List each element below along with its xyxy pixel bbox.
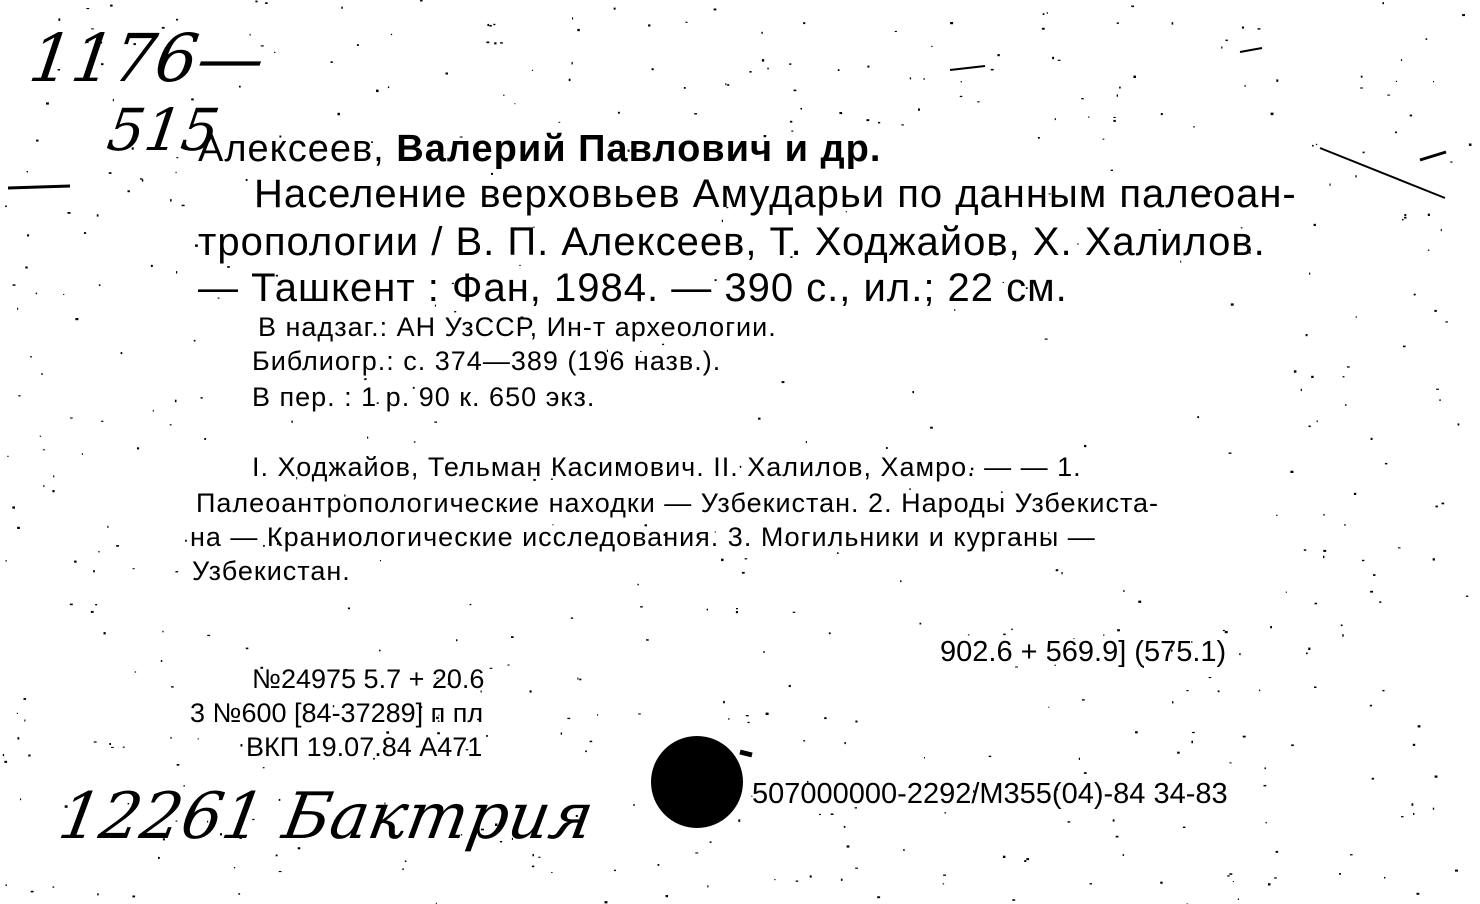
title-line-2: тропологии / В. П. Алексеев, Т. Ходжайов, Х. Халилов. bbox=[198, 220, 1266, 264]
subject-line-1: I. Ходжайов, Тельман Касимович. II. Халилов, Хамро. — — 1. bbox=[252, 452, 1082, 482]
subject-line-3: на — Краниологические исследования. 3. Могильники и курганы — bbox=[190, 522, 1096, 552]
subject-line-2: Палеоантропологические находки — Узбекистан. 2. Народы Узбекиста- bbox=[196, 488, 1160, 518]
author-given-names: Валерий Павлович и др. bbox=[396, 128, 882, 170]
title-line-1: Население верховьев Амударьи по данным палеоан- bbox=[254, 172, 1297, 216]
title-line-3: — Ташкент : Фан, 1984. — 390 с., ил.; 22 см. bbox=[198, 266, 1068, 310]
author-line bbox=[198, 128, 881, 171]
publication-code: 507000000-2292/М355(04)-84 34-83 bbox=[752, 778, 1228, 810]
note-bibliography: Библиогр.: с. 374—389 (196 назв.). bbox=[252, 346, 722, 376]
tech-line-3: ВКП 19.07.84 А471 bbox=[246, 732, 483, 762]
classification-index: 902.6 + 569.9] (575.1) bbox=[940, 636, 1227, 668]
handwritten-inventory-note: 12261 Бактрия bbox=[53, 780, 600, 854]
handwritten-call-number-top: 1176— bbox=[24, 20, 270, 97]
handwritten-call-number-bottom: 515 bbox=[103, 96, 224, 164]
note-price: В пер. : 1 р. 90 к. 650 экз. bbox=[252, 382, 596, 412]
note-headline: В надзаг.: АН УзССР, Ин-т археологии. bbox=[258, 312, 777, 342]
tech-line-2: 3 №600 [84-37289] п пл bbox=[190, 698, 484, 728]
tech-line-1: №24975 5.7 + 20.6 bbox=[252, 664, 485, 694]
author-surname: Алексеев, bbox=[198, 128, 385, 170]
punch-hole bbox=[651, 736, 743, 828]
subject-line-4: Узбекистан. bbox=[192, 556, 351, 586]
